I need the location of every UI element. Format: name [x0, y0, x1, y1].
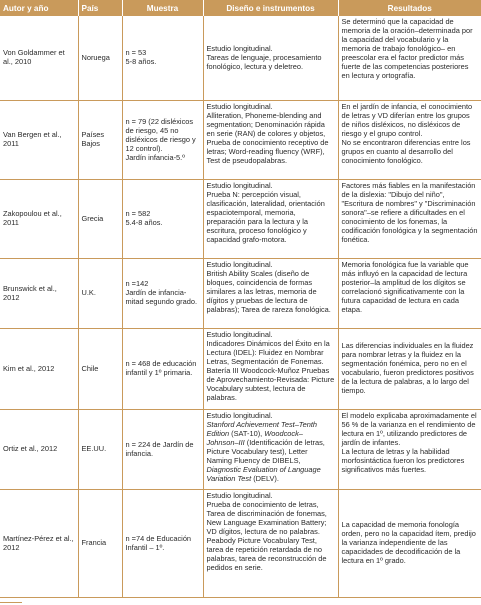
table-header-row	[0, 0, 481, 16]
cell-results: El modelo explicaba aproximadamente el 56 % de la varianza en el rendimiento de lectura en 1º, utilizando predictores de jardín de infantes. La lectura de letras y la habilidad morfosintáctica fueron los predictores significativos más fuertes.	[338, 409, 481, 489]
header-sample: Muestra	[122, 0, 203, 16]
cell-design: Estudio longitudinal. Tareas de lenguaje, procesamiento fonológico, lectura y deletreo.	[203, 16, 338, 100]
header-country: País	[78, 0, 122, 16]
cell-design: Estudio longitudinal. Alliteration, Phoneme-blending and segmentation; Denominación rápida en serie (RAN) de colores y objetos, Prueba de conocimiento receptivo de letras; Word-reading fluency (WRF), Test de pseudopalabras.	[203, 100, 338, 179]
table-row	[0, 489, 481, 597]
cell-country: Francia	[78, 489, 122, 597]
cell-sample: n = 53 5-8 años.	[122, 16, 203, 100]
cell-country: EE.UU.	[78, 409, 122, 489]
table-row	[0, 328, 481, 409]
cell-results: Factores más fiables en la manifestación de la dislexia: "Dibujo del niño", "Escritura de nombres" y "Discriminación sonora"–se refiere a dificultades en el conocimiento de los fonemas, la codificación fonológica y la segmentación fonética.	[338, 179, 481, 258]
design-italic-title: Diagnostic Evaluation of Language Variation Test	[206, 464, 321, 483]
cell-design	[203, 409, 338, 489]
cell-author: Brunswick et al., 2012	[0, 258, 78, 328]
cell-sample: n = 79 (22 disléxicos de riesgo, 45 no disléxicos de riesgo y 12 control). Jardín infancia-5.º	[122, 100, 203, 179]
cell-author: Kim et al., 2012	[0, 328, 78, 409]
design-text: (Identificación de letras, Picture Vocabulary test), Letter Naming Fluency de DIBELS,	[206, 437, 325, 465]
cell-country: Países Bajos	[78, 100, 122, 179]
cell-sample: n = 224 de Jardín de infancia.	[122, 409, 203, 489]
cell-author: Ortiz et al., 2012	[0, 409, 78, 489]
table-row	[0, 179, 481, 258]
table-row	[0, 409, 481, 489]
design-italic-title: Woodcock–Johnson–III	[206, 428, 303, 447]
cell-author: Martínez-Pérez et al., 2012	[0, 489, 78, 597]
footer-rule	[0, 602, 22, 603]
cell-author: Van Bergen et al., 2011	[0, 100, 78, 179]
design-line: Estudio longitudinal.	[206, 410, 273, 420]
cell-design: Estudio longitudinal. British Ability Scales (diseño de bloques, coincidencia de formas similares a las letras, memoria de dígitos y pruebas de lectura de palabras); Tarea de rareza fonológica.	[203, 258, 338, 328]
cell-sample: n = 468 de educación infantil y 1º primaria.	[122, 328, 203, 409]
cell-country: U.K.	[78, 258, 122, 328]
cell-country: Chile	[78, 328, 122, 409]
cell-country: Noruega	[78, 16, 122, 100]
cell-design: Estudio longitudinal. Prueba de conocimiento de letras, Tarea de discriminación de fonemas, New Language Examination Battery; VD dígitos, lectura de no palabras. Peabody Picture Vocabulary Test, tarea de repetición retardada de no palabras, tarea de reconstrucción de pedidos en serie.	[203, 489, 338, 597]
design-text: (SAT-10),	[229, 428, 265, 438]
header-design: Diseño e instrumentos	[203, 0, 338, 16]
cell-country: Grecia	[78, 179, 122, 258]
cell-sample: n =142 Jardín de infancia- mitad segundo grado.	[122, 258, 203, 328]
cell-design: Estudio longitudinal. Prueba N: percepción visual, clasificación, lateralidad, orientación espaciotemporal, memoria, preparación para la lectura y la escritura, proceso fonológico y capacidad grafo-motora.	[203, 179, 338, 258]
cell-author: Zakopoulou et al., 2011	[0, 179, 78, 258]
header-author: Autor y año	[0, 0, 78, 16]
cell-author: Von Goldammer et al., 2010	[0, 16, 78, 100]
cell-results: Se determinó que la capacidad de memoria de la oración–determinada por la capacidad del vocabulario y la memoria de trabajo fonológico– en preescolar era el factor predictor más fuerte de las competencias posteriores en lectura y ortografía.	[338, 16, 481, 100]
header-results: Resultados	[338, 0, 481, 16]
cell-sample: n = 582 5.4-8 años.	[122, 179, 203, 258]
cell-results: La capacidad de memoria fonología orden, pero no la capacidad ítem, predijo la varianza independiente de las capacidades de decodificación de la lectura en 1º grado.	[338, 489, 481, 597]
table-row	[0, 258, 481, 328]
cell-results: Las diferencias individuales en la fluidez para nombrar letras y la fluidez en la segmentación fonémica, pero no en el vocabulario, fueron predictores positivos de la lectura de palabras, a lo largo del tiempo.	[338, 328, 481, 409]
design-text: (DELV).	[251, 473, 279, 483]
cell-sample: n =74 de Educación Infantil – 1º.	[122, 489, 203, 597]
table-row	[0, 100, 481, 179]
design-italic-title: Stanford Achievement Test–Tenth Edition	[206, 419, 318, 438]
cell-results: Memoria fonológica fue la variable que más influyó en la capacidad de lectura posterior–la amplitud de los dígitos se correlacionó significativamente con la futura capacidad de lectura en cada etapa.	[338, 258, 481, 328]
cell-design: Estudio longitudinal. Indicadores Dinámicos del Éxito en la Lectura (IDEL): Fluidez en Nombrar Letras, Segmentación de Fonemas. Batería III Woodcock-Muñoz Pruebas de Aprovechamiento-Revisada: Picture Vocabulary subtest, lectura de palabras.	[203, 328, 338, 409]
cell-results: En el jardín de infancia, el conocimiento de letras y VD diferían entre los grupos de niños disléxicos, no disléxicos de riesgo y el grupo control. No se encontraron diferencias entre los grupos en cuanto al desarrollo del conocimiento fonológico.	[338, 100, 481, 179]
table-row	[0, 16, 481, 100]
